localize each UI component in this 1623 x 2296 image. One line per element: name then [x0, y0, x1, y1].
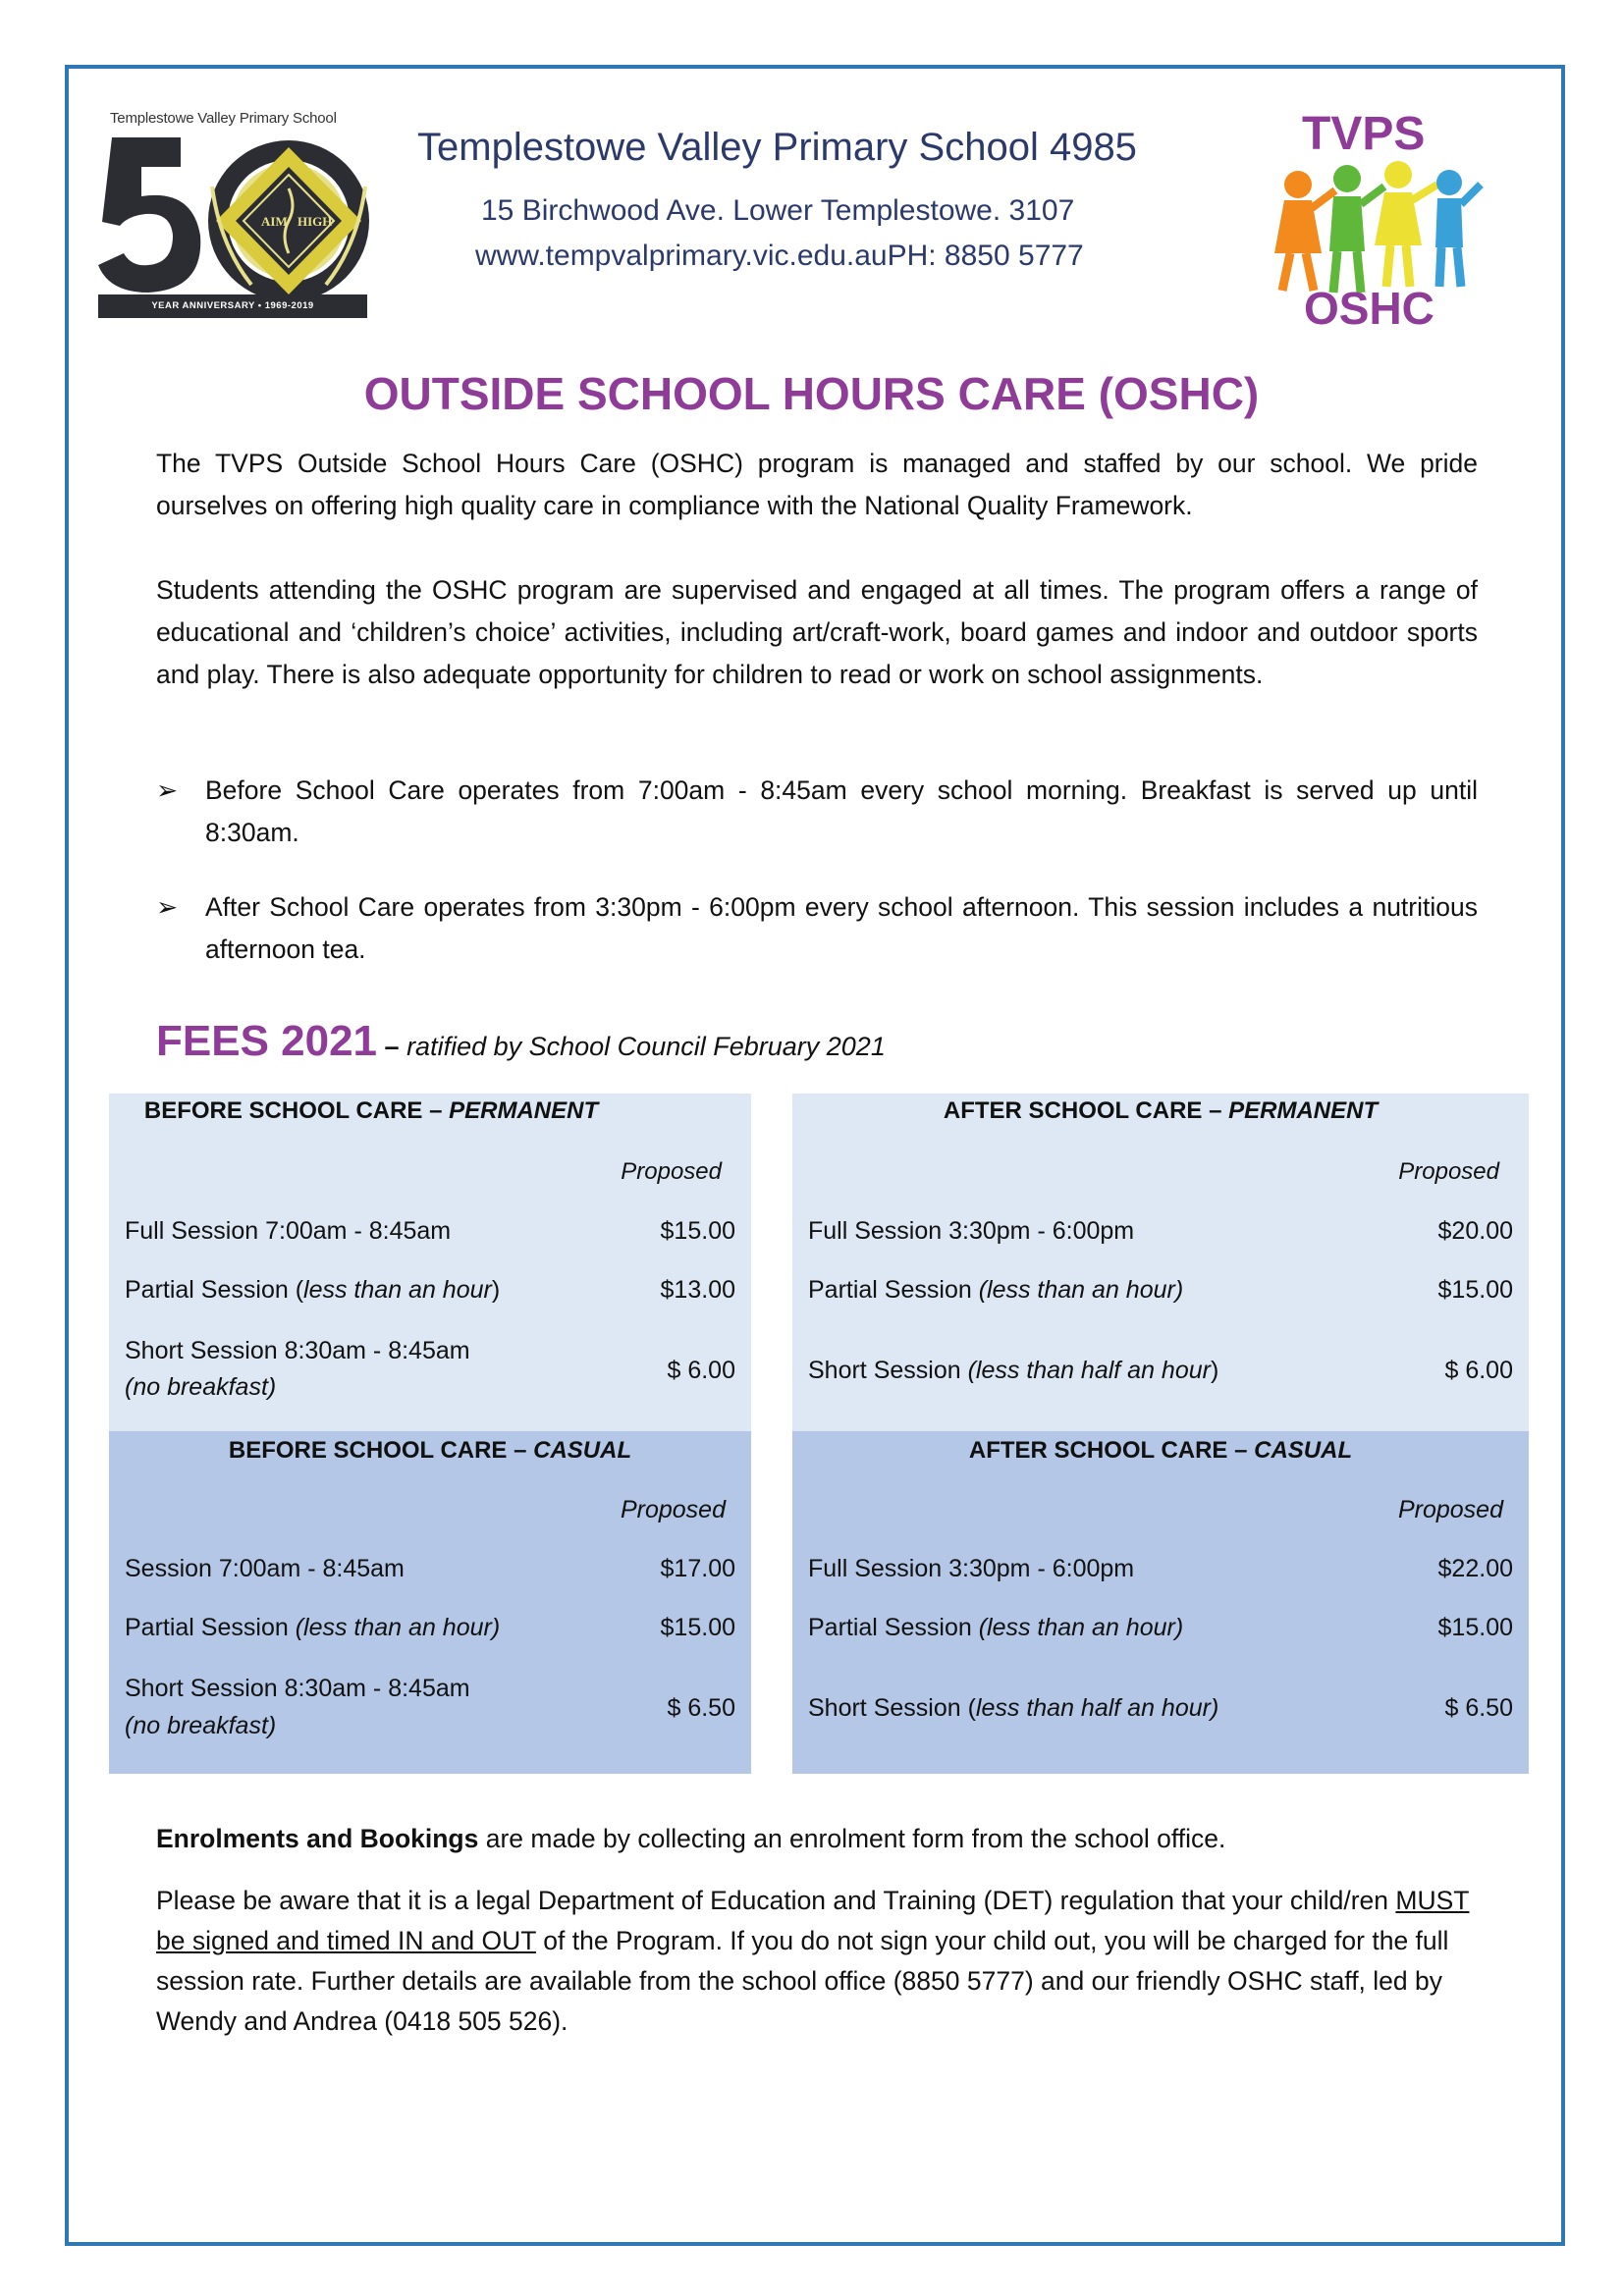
legal-note	[156, 1881, 1478, 2042]
fee-price: $15.00	[1437, 1614, 1513, 1641]
header-text: BEFORE SCHOOL CARE –	[228, 1437, 534, 1464]
legal-underlined: MUST be signed and timed IN and OUT	[156, 1886, 1470, 1955]
table-header	[109, 1437, 751, 1465]
fee-price: $ 6.00	[1444, 1357, 1513, 1384]
fee-label: Session 7:00am - 8:45am	[125, 1555, 405, 1582]
logo-high-text: HIGH	[298, 214, 333, 229]
fee-label: Partial Session (less than an hour)	[125, 1614, 501, 1641]
list-item-text: After School Care operates from 3:30pm - 6:00pm every school afternoon. This session includes a nutritious afternoon tea.	[205, 892, 1478, 964]
children-icon	[1274, 161, 1481, 293]
fee-label-note: (no breakfast)	[125, 1712, 277, 1739]
header-emphasis: PERMANENT	[1228, 1097, 1379, 1124]
proposed-label: Proposed	[1397, 1496, 1503, 1523]
logo-banner: YEAR ANNIVERSARY • 1969-2019	[98, 294, 367, 318]
header-text: BEFORE SCHOOL CARE –	[143, 1097, 450, 1124]
arrow-bullet-icon: ➢	[156, 775, 179, 805]
school-name: Templestowe Valley Primary School 4985	[417, 126, 1137, 169]
enrolment-text: are made by collecting an enrolment form from the school office.	[478, 1824, 1226, 1853]
oshc-logo	[1263, 106, 1487, 334]
fees-dash: –	[377, 1032, 400, 1061]
proposed-label: Proposed	[620, 1496, 726, 1523]
anniversary-50-icon	[94, 128, 372, 314]
school-address: 15 Birchwood Ave. Lower Templestowe. 3107	[481, 194, 1075, 227]
fee-price: $13.00	[660, 1276, 735, 1304]
header-emphasis: CASUAL	[1254, 1437, 1353, 1464]
program-paragraph: Students attending the OSHC program are supervised and engaged at all times. The program offers a range of educational and ‘children’s choice’ activities, including art/craft-work, board games and indoor and outdoor sports and play. There is also adequate opportunity for children to read or work on school assignments.	[156, 575, 1478, 689]
list-item	[156, 886, 1478, 971]
logo-aim-text: AIM	[261, 214, 288, 229]
table-header	[50, 1097, 692, 1125]
table-header	[792, 1097, 1529, 1125]
proposed-label: Proposed	[1398, 1158, 1499, 1185]
table-header	[792, 1437, 1529, 1465]
proposed-label: Proposed	[621, 1158, 722, 1185]
arrow-bullet-icon: ➢	[156, 892, 179, 922]
fee-label: Full Session 7:00am - 8:45am	[125, 1217, 452, 1245]
fee-label: Short Session (less than half an hour)	[808, 1357, 1219, 1384]
before-school-care-table	[109, 1094, 751, 1774]
intro-paragraph: The TVPS Outside School Hours Care (OSHC) program is managed and staffed by our school. We pride ourselves on offering high quality care in compliance with the National Quality Framework.	[156, 449, 1478, 520]
fee-price: $20.00	[1437, 1217, 1513, 1245]
fee-price: $15.00	[660, 1217, 735, 1245]
fees-title: FEES 2021	[156, 1017, 378, 1065]
oshc-logo-oshc-text: OSHC	[1304, 283, 1434, 334]
list-item	[156, 770, 1478, 854]
header-emphasis: PERMANENT	[449, 1097, 599, 1124]
fee-label: Partial Session (less than an hour)	[808, 1276, 1184, 1304]
fee-label: Full Session 3:30pm - 6:00pm	[808, 1217, 1135, 1245]
fee-price: $15.00	[660, 1614, 735, 1641]
fee-price: $ 6.50	[667, 1694, 735, 1722]
fee-label: Short Session 8:30am - 8:45am	[125, 1675, 470, 1702]
fee-label: Partial Session (less than an hour)	[808, 1614, 1184, 1641]
fee-label: Partial Session (less than an hour)	[125, 1276, 501, 1304]
page-title: OUTSIDE SCHOOL HOURS CARE (OSHC)	[363, 368, 1260, 419]
legal-text-2: of the Program. If you do not sign your child out, you will be charged for the full session rate. Further details are available from the school office (8850 5777) and our friendly OSHC staff, led by Wendy and Andrea (0418 505 526).	[156, 1926, 1449, 2036]
legal-text: Please be aware that it is a legal Department of Education and Training (DET) regulation that your child/ren	[156, 1886, 1396, 1915]
logo-school-text: Templestowe Valley Primary School	[110, 110, 337, 127]
header-emphasis: CASUAL	[533, 1437, 632, 1464]
fee-label: Short Session (less than half an hour)	[808, 1694, 1219, 1722]
fee-label-note: (no breakfast)	[125, 1373, 277, 1401]
fee-price: $15.00	[1437, 1276, 1513, 1304]
after-school-care-table	[792, 1094, 1529, 1774]
oshc-logo-tvps-text: TVPS	[1302, 108, 1426, 160]
school-website-phone: www.tempvalprimary.vic.edu.auPH: 8850 5777	[475, 240, 1084, 272]
fee-price: $22.00	[1437, 1555, 1513, 1582]
fee-price: $ 6.50	[1444, 1694, 1513, 1722]
header-text: AFTER SCHOOL CARE –	[943, 1097, 1229, 1124]
fee-label: Short Session 8:30am - 8:45am	[125, 1337, 470, 1364]
anniversary-logo	[94, 110, 372, 322]
fees-subtitle: ratified by School Council February 2021	[399, 1032, 886, 1061]
fee-label: Full Session 3:30pm - 6:00pm	[808, 1555, 1135, 1582]
list-item-text: Before School Care operates from 7:00am - 8:45am every school morning. Breakfast is served up until 8:30am.	[205, 775, 1478, 847]
fee-price: $17.00	[660, 1555, 735, 1582]
fee-price: $ 6.00	[667, 1357, 735, 1384]
enrolment-bold: Enrolments and Bookings	[156, 1824, 479, 1853]
fees-heading	[156, 1017, 886, 1066]
header-text: AFTER SCHOOL CARE –	[968, 1437, 1255, 1464]
enrolment-note	[156, 1824, 1225, 1854]
